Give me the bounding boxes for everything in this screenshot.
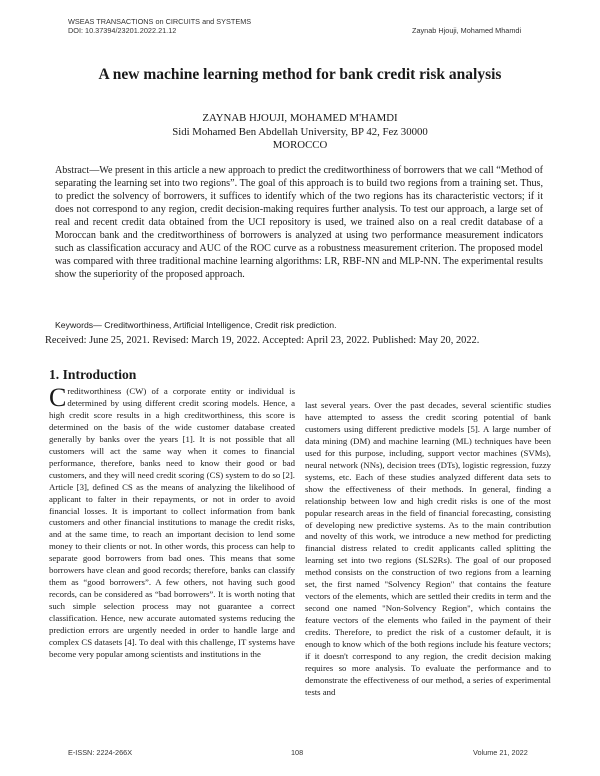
country: MOROCCO (272, 139, 328, 151)
paper-title: A new machine learning method for bank credit risk analysis (98, 66, 502, 83)
footer-page-number: 108 (291, 748, 304, 757)
running-authors: Zaynab Hjouji, Mohamed Mhamdi (412, 26, 522, 35)
author-names: ZAYNAB HJOUJI, MOHAMED M'HAMDI (202, 112, 398, 124)
journal-name: WSEAS TRANSACTIONS on CIRCUITS and SYSTEMS (68, 17, 252, 26)
left-column (49, 383, 295, 661)
doi: DOI: 10.37394/23201.2022.21.12 (68, 26, 177, 35)
drop-cap: C (49, 383, 67, 412)
received-dates: Received: June 25, 2021. Revised: March 19, 2022. Accepted: April 23, 2022. Published: May 20, 2022. (45, 335, 480, 346)
author-block (0, 112, 600, 153)
keywords: Keywords— Creditworthiness, Artificial Intelligence, Credit risk prediction. (55, 320, 337, 330)
abstract: Abstract—We present in this article a new approach to predict the creditworthiness of borrowers that we call “Method of separating the learning set into two regions”. The goal of this approach is to build two regions from a training set. Thus, to predict the solvency of borrowers, it suffices to identify which of the two regions has its characteristic vectors; if it does not correspond to any region, credit decision-making requires further analysis. To test our approach, a large set of real and recent credit data obtained from the UCI repository is used, we trained also on a real credit database of a Moroccan bank and the creditworthiness of borrowers is analyzed at using two performance measurement indicators such as classification accuracy and AUC of the ROC curve as a robustness measurement criterion. The proposed model was compared with three traditional machine learning algorithms: LR, RBF-NN and MLP-NN. The experimental results show the superiority of the proposed approach. (55, 165, 544, 280)
section-heading: 1. Introduction (49, 367, 137, 382)
footer-volume: Volume 21, 2022 (473, 748, 528, 757)
affiliation: Sidi Mohamed Ben Abdellah University, BP 42, Fez 30000 (172, 125, 428, 138)
footer-issn: E-ISSN: 2224-266X (68, 748, 133, 757)
left-column-text: reditworthiness (CW) of a corporate entity or individual is determined by using different credit scoring models. Hence, a high credit score results in a high creditworthiness, this score is determined on the basis of the wide customer database created generally by banks over the years [1]. It is not possible that all customers will act the same way when it comes to financial performance, therefore, banks need to know their good or bad customers, and they will need credit scoring (CS) system to do so [2]. Article [3], defined CS as the means of analyzing the likelihood of applicant to falter in their repayments, or not in order to avoid financial losses. It is important to collect information from bank customers and other financial institutions to manage the credit risks, and at the same time, to reach an important decision to lend some money to their clients or not. In other words, this process can help to separate good borrowers from bad ones. This means that some borrowers have clean and good records; therefore, banks can classify them as “good borrowers”. A few others, not having such good records, can be considered as “bad borrowers”. It is worth noting that such simple selection process may not guarantee a correct classification. Hence, new accurate automated systems reducing the prediction errors are urgently needed in order to handle large and complex CS datasets [4]. To deal with this challenge, IT systems have become very popular among scientists and institutions in the (49, 386, 295, 659)
right-column-text: last several years. Over the past decades, several scientific studies have attempted to assess the credit scoring potential of bank customers using different predictive models [5]. A large number of data mining (DM) and machine learning (ML) techniques have been used for this purpose, including, support vector machines (SVMs), neural network (NNs), decision trees (DTs), logistic regression, fuzzy systems, etc. Each of these studies analyzed different data sets to show the effectiveness of their methods. In general, finding a relationship between low and high credit risks is one of the most popular research areas in the field of financial forecasting, consisting of developing new predictive systems. As to the main contribution and novelty of this work, we introduce a new method for predicting financial distress related to credit applicants called splitting the learning set into two regions (SLS2Rs). The goal of our proposed method consists on the construction of two regions from a learning set, the first named "Solvency Region" that contains the feature vectors of the elements, which are settled their credits in term and the second one named "Non-Solvency Region", which contains the feature vectors of the elements who failed in the payment of their credits. Therefore, to predict the risk of a customer default, it is enough to know which of the both regions include his feature vectors; if it doesn't correspond to any region, the credit decision making requires so more analysis. To evaluate the performance and to demonstrate the effectiveness of our method, a series of experimental tests and (305, 400, 551, 697)
right-column (305, 400, 551, 699)
